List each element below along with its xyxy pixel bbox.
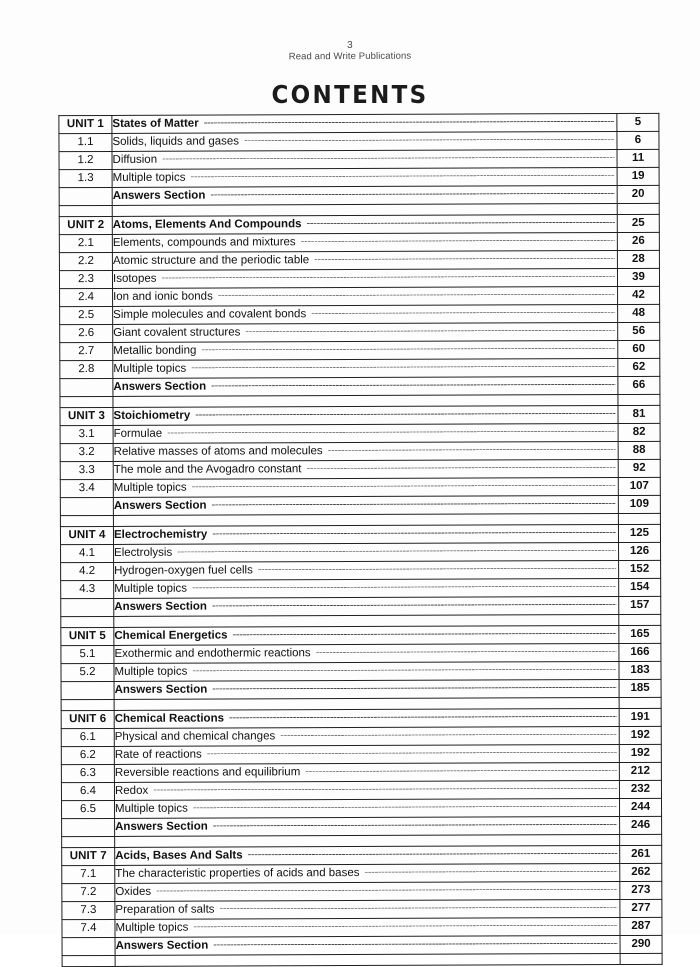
- toc-section-row: [60, 304, 660, 324]
- table-of-contents: [58, 113, 661, 967]
- entry-label: Answers Section: [115, 820, 208, 833]
- answers-title: [113, 377, 618, 397]
- toc-section-row: [61, 744, 661, 764]
- toc-unit-row: [60, 524, 660, 544]
- dot-leader: [211, 384, 615, 387]
- toc-section-row: [62, 863, 662, 883]
- section-title: [114, 644, 619, 664]
- entry-label: Answers Section: [115, 939, 209, 952]
- dot-leader: [233, 633, 617, 635]
- spacer-cell: [618, 394, 660, 405]
- section-page-number: 277: [620, 899, 662, 917]
- section-page-number: 273: [620, 881, 662, 899]
- section-number: 1.3: [59, 169, 112, 187]
- running-header: [0, 40, 700, 63]
- toc-section-row: [59, 232, 659, 252]
- dot-leader: [177, 550, 616, 553]
- dot-leader: [210, 193, 614, 196]
- dot-leader: [301, 240, 615, 242]
- toc-section-row: [61, 780, 661, 800]
- section-page-number: 262: [620, 863, 662, 881]
- section-title: [112, 251, 617, 271]
- unit-number: UNIT 1: [59, 115, 112, 133]
- toc-section-row: [61, 762, 661, 782]
- dot-leader: [244, 139, 614, 141]
- section-number: 2.5: [60, 306, 113, 324]
- section-number: 4.2: [61, 562, 114, 580]
- section-page-number: 28: [617, 250, 659, 268]
- section-number: 5.2: [61, 663, 114, 681]
- dot-leader: [213, 943, 617, 946]
- section-title: [114, 727, 619, 747]
- answers-title: [115, 936, 620, 956]
- section-page-number: 192: [619, 726, 661, 744]
- section-number: 2.3: [59, 270, 112, 288]
- section-title: [112, 269, 617, 289]
- section-page-number: 166: [619, 643, 661, 661]
- toc-answers-row: [60, 376, 660, 396]
- entry-label: Multiple topics: [112, 171, 186, 184]
- unit-number: UNIT 5: [61, 627, 114, 645]
- unit-page-number: 5: [617, 113, 659, 131]
- entry-label: Answers Section: [112, 189, 206, 202]
- dot-leader: [305, 770, 617, 772]
- entry-label: Multiple topics: [114, 665, 188, 678]
- toc-section-row: [60, 322, 660, 342]
- section-number: 1.2: [59, 151, 112, 169]
- section-title: [114, 781, 619, 801]
- toc-section-row: [61, 578, 661, 598]
- unit-title: [114, 626, 619, 646]
- section-title: [113, 287, 618, 307]
- toc-table: [58, 113, 662, 967]
- toc-answers-row: [61, 679, 661, 699]
- section-page-number: 11: [617, 149, 659, 167]
- answers-number: [62, 937, 115, 955]
- toc-unit-row: [60, 405, 660, 425]
- dot-leader: [201, 348, 615, 351]
- section-page-number: 212: [619, 762, 661, 780]
- unit-number: UNIT 2: [59, 216, 112, 234]
- answers-page-number: 66: [618, 376, 660, 394]
- answers-number: [60, 378, 113, 396]
- entry-label: Simple molecules and covalent bonds: [113, 308, 307, 321]
- toc-section-row: [59, 268, 659, 288]
- unit-page-number: 81: [618, 405, 660, 423]
- entry-label: Answers Section: [114, 600, 207, 613]
- section-title: [112, 233, 617, 253]
- dot-leader: [192, 586, 616, 589]
- entry-label: Multiple topics: [115, 921, 189, 934]
- toc-answers-row: [62, 935, 662, 955]
- section-title: [112, 168, 617, 188]
- section-page-number: 192: [619, 744, 661, 762]
- entry-label: Answers Section: [114, 683, 208, 696]
- toc-section-row: [60, 459, 660, 479]
- section-page-number: 154: [619, 578, 661, 596]
- unit-title: [113, 525, 618, 545]
- entry-label: States of Matter: [112, 117, 199, 130]
- dot-leader: [213, 824, 617, 827]
- toc-section-row: [59, 131, 659, 151]
- section-number: 2.6: [60, 324, 113, 342]
- dot-leader: [212, 532, 616, 535]
- spacer-cell: [61, 616, 114, 627]
- section-page-number: 232: [619, 780, 661, 798]
- toc-section-row: [60, 286, 660, 306]
- dot-leader: [212, 503, 616, 506]
- section-number: 2.2: [59, 252, 112, 270]
- answers-number: [60, 497, 113, 515]
- dot-leader: [212, 687, 616, 690]
- entry-label: Atoms, Elements And Compounds: [112, 218, 302, 231]
- section-number: 4.3: [61, 580, 114, 598]
- unit-title: [112, 114, 617, 134]
- answers-page-number: 246: [620, 816, 662, 834]
- section-title: [114, 543, 619, 563]
- entry-label: Acids, Bases And Salts: [115, 849, 243, 862]
- entry-label: Electrochemistry: [113, 528, 208, 541]
- unit-title: [114, 709, 619, 729]
- answers-number: [59, 187, 112, 205]
- section-title: [113, 424, 618, 444]
- section-number: 3.1: [60, 425, 113, 443]
- toc-answers-row: [59, 185, 659, 205]
- section-page-number: 26: [617, 232, 659, 250]
- entry-label: Multiple topics: [113, 362, 187, 375]
- section-page-number: 107: [618, 477, 660, 495]
- entry-label: Giant covalent structures: [113, 326, 241, 339]
- entry-label: Physical and chemical changes: [114, 730, 276, 743]
- section-page-number: 6: [617, 131, 659, 149]
- entry-label: Formulae: [113, 427, 163, 440]
- entry-label: Multiple topics: [115, 802, 188, 815]
- toc-section-row: [62, 881, 662, 901]
- entry-label: Chemical Energetics: [114, 629, 228, 642]
- section-page-number: 82: [618, 423, 660, 441]
- unit-number: UNIT 4: [60, 526, 113, 544]
- section-title: [114, 561, 619, 581]
- publisher-name: Read and Write Publications: [288, 50, 412, 63]
- answers-title: [115, 817, 620, 837]
- section-title: [113, 478, 618, 498]
- unit-title: [113, 406, 618, 426]
- section-number: 7.2: [62, 883, 115, 901]
- toc-unit-row: [62, 845, 662, 865]
- answers-number: [62, 818, 115, 836]
- section-number: 1.1: [59, 133, 112, 151]
- toc-section-row: [61, 542, 661, 562]
- section-title: [114, 745, 619, 765]
- section-title: [113, 442, 618, 462]
- toc-unit-row: [61, 708, 661, 728]
- dot-leader: [316, 651, 617, 653]
- section-number: 7.3: [62, 901, 115, 919]
- section-number: 4.1: [61, 544, 114, 562]
- page-title: CONTENTS: [271, 80, 429, 109]
- dot-leader: [218, 294, 615, 297]
- answers-page-number: 290: [620, 935, 662, 953]
- section-title: [114, 662, 619, 682]
- dot-leader: [162, 157, 614, 160]
- entry-label: Elements, compounds and mixtures: [112, 236, 296, 249]
- section-number: 3.2: [60, 443, 113, 461]
- dot-leader: [212, 604, 616, 607]
- dot-leader: [153, 788, 617, 791]
- dot-leader: [364, 871, 617, 873]
- dot-leader: [314, 258, 615, 260]
- unit-number: UNIT 3: [60, 407, 113, 425]
- dot-leader: [245, 330, 615, 332]
- entry-label: Reversible reactions and equilibrium: [114, 766, 301, 779]
- entry-label: Oxides: [115, 885, 152, 898]
- spacer-cell: [620, 953, 662, 964]
- section-number: 2.1: [59, 234, 112, 252]
- section-title: [114, 579, 619, 599]
- entry-label: Atomic structure and the periodic table: [112, 254, 310, 267]
- section-page-number: 287: [620, 917, 662, 935]
- toc-answers-row: [61, 596, 661, 616]
- answers-number: [61, 598, 114, 616]
- dot-leader: [306, 222, 614, 224]
- entry-label: Hydrogen-oxygen fuel cells: [114, 564, 253, 577]
- entry-label: The mole and the Avogadro constant: [113, 463, 302, 476]
- entry-label: Answers Section: [113, 499, 207, 512]
- entry-label: The characteristic properties of acids and bases: [115, 867, 360, 880]
- entry-label: Multiple topics: [113, 481, 187, 494]
- section-title: [114, 799, 619, 819]
- section-page-number: 62: [618, 358, 660, 376]
- section-page-number: 92: [618, 459, 660, 477]
- dot-leader: [192, 485, 616, 488]
- toc-section-row: [61, 726, 661, 746]
- page-folio: 3: [347, 40, 353, 51]
- toc-section-row: [59, 149, 659, 169]
- section-number: 6.5: [61, 800, 114, 818]
- toc-section-row: [60, 340, 660, 360]
- toc-unit-spacer: [62, 953, 662, 966]
- spacer-cell: [620, 834, 662, 845]
- unit-page-number: 25: [617, 214, 659, 232]
- entry-label: Isotopes: [112, 272, 157, 285]
- entry-label: Metallic bonding: [113, 344, 197, 357]
- spacer-cell: [60, 396, 113, 407]
- spacer-cell: [619, 614, 661, 625]
- section-number: 6.4: [61, 782, 114, 800]
- toc-section-row: [61, 798, 661, 818]
- answers-number: [61, 681, 114, 699]
- section-page-number: 60: [618, 340, 660, 358]
- entry-label: Exothermic and endothermic reactions: [114, 647, 311, 660]
- answers-page-number: 157: [619, 596, 661, 614]
- toc-section-row: [60, 358, 660, 378]
- entry-label: Preparation of salts: [115, 903, 215, 916]
- entry-label: Solids, liquids and gases: [112, 135, 240, 148]
- entry-label: Rate of reactions: [114, 748, 202, 761]
- section-title: [115, 918, 620, 938]
- unit-number: UNIT 6: [61, 710, 114, 728]
- section-title: [113, 460, 618, 480]
- section-page-number: 39: [617, 268, 659, 286]
- dot-leader: [204, 121, 615, 124]
- spacer-cell: [62, 955, 115, 966]
- section-page-number: 19: [617, 167, 659, 185]
- dot-leader: [207, 752, 617, 755]
- entry-label: Diffusion: [112, 153, 158, 166]
- section-page-number: 56: [618, 322, 660, 340]
- section-page-number: 48: [618, 304, 660, 322]
- unit-page-number: 191: [619, 708, 661, 726]
- dot-leader: [248, 853, 618, 855]
- toc-section-row: [61, 560, 661, 580]
- toc-unit-row: [59, 214, 659, 234]
- section-number: 5.1: [61, 645, 114, 663]
- section-number: 6.2: [61, 746, 114, 764]
- section-page-number: 244: [619, 798, 661, 816]
- section-page-number: 42: [618, 286, 660, 304]
- dot-leader: [156, 889, 617, 892]
- toc-section-row: [60, 441, 660, 461]
- section-title: [112, 132, 617, 152]
- section-title: [112, 150, 617, 170]
- unit-page-number: 125: [618, 524, 660, 542]
- section-number: 7.4: [62, 919, 115, 937]
- dot-leader: [280, 734, 617, 736]
- answers-page-number: 109: [618, 495, 660, 513]
- spacer-cell: [617, 203, 659, 214]
- answers-page-number: 20: [617, 185, 659, 203]
- spacer-cell: [618, 513, 660, 524]
- spacer-cell: [619, 697, 661, 708]
- section-number: 6.1: [61, 728, 114, 746]
- dot-leader: [167, 431, 615, 434]
- dot-leader: [192, 669, 616, 672]
- section-number: 3.4: [60, 479, 113, 497]
- toc-section-row: [60, 423, 660, 443]
- spacer-cell: [62, 836, 115, 847]
- section-title: [113, 305, 618, 325]
- toc-unit-row: [61, 625, 661, 645]
- unit-page-number: 261: [620, 845, 662, 863]
- toc-unit-row: [59, 113, 659, 133]
- unit-title: [115, 846, 620, 866]
- dot-leader: [258, 568, 616, 570]
- toc-section-row: [62, 917, 662, 937]
- spacer-cell: [115, 954, 620, 967]
- spacer-cell: [61, 699, 114, 710]
- answers-title: [114, 597, 619, 617]
- unit-title: [112, 215, 617, 235]
- dot-leader: [161, 276, 615, 279]
- toc-answers-row: [60, 495, 660, 515]
- answers-title: [113, 496, 618, 516]
- dot-leader: [193, 925, 617, 928]
- section-page-number: 126: [619, 542, 661, 560]
- dot-leader: [328, 449, 616, 451]
- toc-section-row: [61, 643, 661, 663]
- section-number: 2.7: [60, 342, 113, 360]
- toc-answers-row: [62, 816, 662, 836]
- entry-label: Stoichiometry: [113, 409, 191, 422]
- dot-leader: [229, 716, 617, 718]
- entry-label: Relative masses of atoms and molecules: [113, 445, 323, 458]
- section-number: 2.8: [60, 360, 113, 378]
- section-number: 2.4: [60, 288, 113, 306]
- section-number: 7.1: [62, 865, 115, 883]
- section-title: [113, 341, 618, 361]
- section-page-number: 183: [619, 661, 661, 679]
- entry-label: Ion and ionic bonds: [113, 290, 213, 303]
- toc-section-row: [60, 477, 660, 497]
- entry-label: Multiple topics: [114, 582, 188, 595]
- entry-label: Chemical Reactions: [114, 712, 225, 725]
- section-title: [115, 900, 620, 920]
- dot-leader: [220, 907, 618, 910]
- spacer-cell: [59, 205, 112, 216]
- unit-number: UNIT 7: [62, 847, 115, 865]
- section-number: 6.3: [61, 764, 114, 782]
- section-title: [113, 359, 618, 379]
- entry-label: Redox: [114, 784, 149, 797]
- toc-section-row: [62, 899, 662, 919]
- section-title: [115, 864, 620, 884]
- dot-leader: [306, 467, 615, 469]
- entry-label: Answers Section: [113, 380, 207, 393]
- answers-title: [114, 680, 619, 700]
- toc-section-row: [59, 167, 659, 187]
- dot-leader: [195, 413, 615, 416]
- unit-page-number: 165: [619, 625, 661, 643]
- dot-leader: [193, 806, 617, 809]
- spacer-cell: [60, 515, 113, 526]
- section-page-number: 152: [619, 560, 661, 578]
- toc-section-row: [59, 250, 659, 270]
- section-title: [113, 323, 618, 343]
- answers-page-number: 185: [619, 679, 661, 697]
- dot-leader: [190, 175, 614, 178]
- section-number: 3.3: [60, 461, 113, 479]
- dot-leader: [311, 312, 615, 314]
- answers-title: [112, 186, 617, 206]
- section-title: [115, 882, 620, 902]
- section-title: [114, 763, 619, 783]
- toc-section-row: [61, 661, 661, 681]
- section-page-number: 88: [618, 441, 660, 459]
- entry-label: Electrolysis: [114, 546, 173, 559]
- dot-leader: [191, 366, 615, 369]
